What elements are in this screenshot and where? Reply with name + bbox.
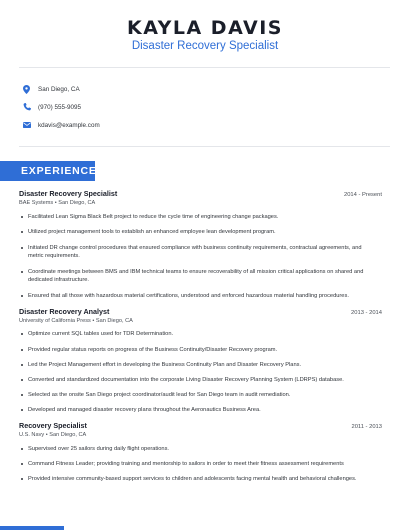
job-header	[19, 307, 382, 316]
bullet-item: Initiated DR change control procedures that ensured compliance with business continuity requirements, contractual agreements, and metric requirements.	[19, 244, 367, 260]
job-bullets	[19, 213, 367, 221]
employer-name: U.S. Navy	[19, 432, 45, 438]
bullet-item: Provided intensive community-based support services to children and adolescents facing mental health and behavioral challenges.	[19, 475, 367, 483]
job-bullets	[19, 346, 367, 354]
bullet-item: Converted and standardized documentation into the corporate Living Disaster Recovery Planning System (LDRPS) database.	[19, 376, 367, 384]
employer-location: San Diego, CA	[58, 200, 96, 206]
contact-location	[22, 82, 80, 96]
phone-icon	[22, 102, 31, 113]
job-title: Disaster Recovery Analyst	[19, 307, 110, 316]
bullet-item: Optimize current SQL tables used for TDR Determination.	[19, 330, 367, 338]
bullet-item: Utilized project management tools to establish an enhanced employee lean development program.	[19, 228, 367, 236]
job-entry	[19, 189, 382, 206]
job-entry	[19, 307, 382, 324]
job-dates: 2011 - 2013	[351, 424, 382, 430]
job-bullets	[19, 475, 367, 483]
job-header	[19, 189, 382, 198]
employer-name: University of California Press	[19, 318, 91, 324]
job-employer: U.S. Navy • San Diego, CA	[19, 432, 87, 438]
job-employer: University of California Press • San Diego, CA	[19, 318, 133, 324]
bullet-item: Ensured that all those with hazardous material certifications, understood and enforced hazardous material handling procedures.	[19, 292, 367, 300]
job-dates: 2014 - Present	[343, 192, 382, 198]
job-bullets	[19, 361, 367, 369]
bullet-item: Led the Project Management effort in developing the Business Continuity Plan and Disaster Recovery Plans.	[19, 361, 367, 369]
job-bullets	[19, 406, 367, 414]
job-title: Disaster Recovery Specialist	[19, 189, 118, 198]
section-accent-bar	[0, 526, 64, 530]
map-pin-icon	[22, 84, 31, 95]
candidate-title: Disaster Recovery Specialist	[131, 40, 279, 52]
job-bullets	[19, 244, 367, 260]
experience-heading: EXPERIENCE	[0, 161, 95, 181]
candidate-name: KAYLA DAVIS	[127, 17, 283, 39]
envelope-icon	[22, 120, 31, 131]
bullet-item: Supervised over 25 sailors during daily flight operations.	[19, 445, 367, 453]
bullet-item: Provided regular status reports on progress of the Business Continuity/Disaster Recovery program.	[19, 346, 367, 354]
divider-top	[19, 67, 390, 68]
bullet-item: Facilitated Lean Sigma Black Belt project to reduce the cycle time of engineering change packages.	[19, 213, 367, 221]
job-bullets	[19, 445, 367, 453]
email-text[interactable]: kdavis@example.com	[38, 121, 100, 129]
job-employer: BAE Systems • San Diego, CA	[19, 200, 96, 206]
employer-location: San Diego, CA	[95, 318, 133, 324]
job-bullets	[19, 292, 367, 300]
job-dates: 2013 - 2014	[351, 310, 382, 316]
bullet-item: Developed and managed disaster recovery plans throughout the Aeronautics Business Area.	[19, 406, 367, 414]
job-entry	[19, 421, 382, 438]
divider-contact	[19, 146, 390, 147]
job-bullets	[19, 228, 367, 236]
job-bullets	[19, 268, 367, 284]
job-bullets	[19, 460, 367, 468]
contact-phone	[22, 100, 81, 114]
job-title: Recovery Specialist	[19, 421, 87, 430]
phone-text: (970) 555-9095	[38, 103, 82, 111]
bullet-item: Command Fitness Leader; providing training and mentorship to sailors in order to meet their fitness assessment requirements	[19, 460, 367, 468]
job-bullets	[19, 330, 367, 338]
job-bullets	[19, 376, 367, 384]
location-text: San Diego, CA	[38, 85, 80, 93]
bullet-item: Selected as the onsite San Diego project coordinator/audit lead for San Diego team in audit remediation.	[19, 391, 367, 399]
employer-location: San Diego, CA	[49, 432, 87, 438]
bullet-item: Coordinate meetings between BMS and IBM technical teams to ensure recoverability of all mission critical applications on shared and dedicated infrastructure.	[19, 268, 367, 284]
job-bullets	[19, 391, 367, 399]
employer-name: BAE Systems	[19, 200, 54, 206]
contact-email	[22, 118, 100, 132]
job-header	[19, 421, 382, 430]
